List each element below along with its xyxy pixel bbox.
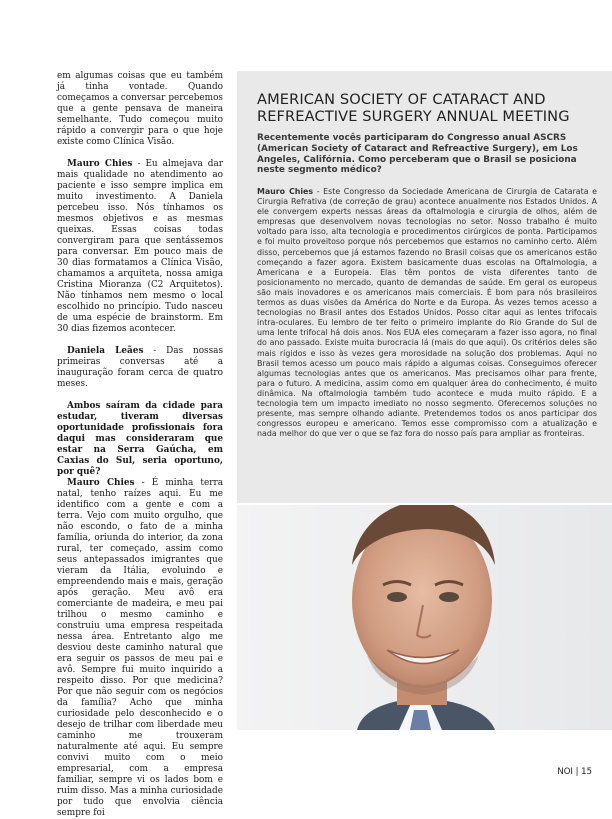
interview-question — [57, 401, 223, 478]
portrait-photo — [237, 505, 612, 730]
paragraph-daniela — [57, 346, 223, 390]
sidebar-answer — [257, 187, 597, 439]
left-column — [57, 71, 223, 819]
page-footer: NOI | 15 — [557, 767, 592, 777]
paragraph-text: - Eu almejava dar mais qualidade no atendimento ao paciente e isso sempre implica em muito investimento. A Daniela percebeu isso. Nós tínhamos os mesmos objetivos e as mesmas queixas. Essas coisas todas convergiram para que sentássemos para conversar. Em pouco mais de 30 dias formatamos a Clínica Visão, chamamos a arquiteta, nossa amiga Cristina Mioranza (C2 Arquitetos). Não tínhamos nem mesmo o local escolhido no princípio. Tudo nasceu de uma espécie de brainstorm. Em 30 dias fizemos acontecer. — [57, 159, 224, 334]
paragraph-mauro-1 — [57, 159, 223, 335]
paragraph-intro: em algumas coisas que eu também já tinha vontade. Quando começamos a conversar percebemos que a gente pensava de maneira semelhante. Tudo começou muito rápido a convergir para o que hoje existe como Clínica Visão. — [57, 71, 223, 147]
sidebar-title-line: REFREACTIVE SURGERY ANNUAL MEETING — [257, 108, 570, 125]
speaker-name: Mauro Chies — [67, 478, 135, 488]
speaker-name: Mauro Chies — [257, 187, 314, 196]
paragraph-text: - É minha terra natal, tenho raízes aqui. Eu me identifico com a gente e com a terra. Vejo com muito orgulho, que não escondo, o fato de a minha família, oriunda do interior, da zona rural, ter começado, assim como seus antepassados imigrantes que vieram da Itália, evoluindo e empreendendo mais e mais, geração após geração. Meu avô era comerciante de madeira, e meu pai trilhou o mesmo caminho e construiu uma empresa respeitada nessa área. Entretanto algo me desviou deste caminho natural que era seguir os passos de meu pai e avô. Sempre fui muito inquirido a respeito disso. Por que medicina? Por que não seguir com os negócios da família? Acho que minha curiosidade pelo desconhecido e o desejo de trilhar com liberdade meu caminho me trouxeram naturalmente até aqui. Eu sempre convivi muito com o meio empresarial, com a empresa familiar, sempre vi os lados bom e ruim disso. Mas a minha curiosidade por tudo que envolvia ciência sempre foi — [57, 478, 223, 818]
paragraph-mauro-2 — [57, 478, 223, 819]
sidebar-title — [257, 91, 602, 125]
sidebar-title-line: AMERICAN SOCIETY OF CATARACT AND — [257, 91, 546, 108]
speaker-name: Daniela Leães — [67, 346, 144, 356]
portrait-photo-icon — [237, 505, 612, 730]
paragraph-text: - Das nossas primeiras conversas até a inauguração foram cerca de quatro meses. — [57, 346, 223, 389]
question-text: Ambos saíram da cidade para estudar, tiveram diversas oportunidade profissionais fora daqui mas consideraram que estar na Serra Gaúcha, em Caxias do Sul, seria oportuno, por quê? — [57, 401, 223, 477]
answer-text: - Este Congresso da Sociedade Americana de Cirurgia de Catarata e Cirurgia Refrativa (de correção de grau) acontece anualmente nos Estados Unidos. A ele convergem experts nessas áreas da oftalmologia e cirurgia de olhos, além de empresas que desenvolvem novas tecnologias no setor. Nosso trabalho é muito voltado para isso, alta tecnologia e procedimentos cirúrgicos de ponta. Participamos e foi muito proveitoso porque nós percebemos que estamos no caminho certo. Além disso, percebemos que já estamos fazendo no Brasil coisas que os americanos estão começando a fazer agora. Existem basicamente duas escolas na Oftalmologia, a Americana e a Europeia. Elas têm pontos de vista diferentes tanto de posicionamento no mercado, quanto de demandas de saúde. Em geral os europeus são mais inovadores e os americanos mais comerciais. É bom para nós brasileiros termos as duas visões da América do Norte e da Europa. Às vezes temos acesso a tecnologias no Brasil antes dos Estados Unidos. Posso citar aqui as lentes trifocais intra-oculares. Eu lembro de ter feito o primeiro implante do Rio Grande do Sul de uma lente trifocal há dois anos. Nos EUA eles começaram a fazer isso agora, no final do ano passado. Existe muita burocracia lá (mais do que aqui). Os critérios deles são mais rígidos e isso às vezes gera morosidade na solução dos problemas. Aqui no Brasil temos acesso um pouco mais rápido a algumas coisas. Conseguimos oferecer algumas tecnologias antes que os americanos. Mas precisamos olhar para frente, para o futuro. A medicina, assim como em qualquer área do conhecimento, é muito dinâmica. Na oftalmologia também tudo acontece e muda muito rápido. E a tecnologia tem um impacto imediato no nosso segmento. Oferecemos soluções no presente, mas sempre olhando adiante. Pretendemos todos os anos participar dos congressos europeu e americano. Temos esse compromisso com a atualização e nada melhor do que ver o que se faz fora do nosso país para ampliar as fronteiras. — [257, 187, 597, 439]
sidebar-question: Recentemente vocês participaram do Congresso anual ASCRS (American Society of Cataract and Refreactive Surgery), em Los Angeles, Califórnia. Como perceberam que o Brasil se posiciona neste segmento médico? — [257, 133, 578, 176]
sidebar-box — [237, 71, 612, 503]
speaker-name: Mauro Chies — [67, 159, 133, 169]
